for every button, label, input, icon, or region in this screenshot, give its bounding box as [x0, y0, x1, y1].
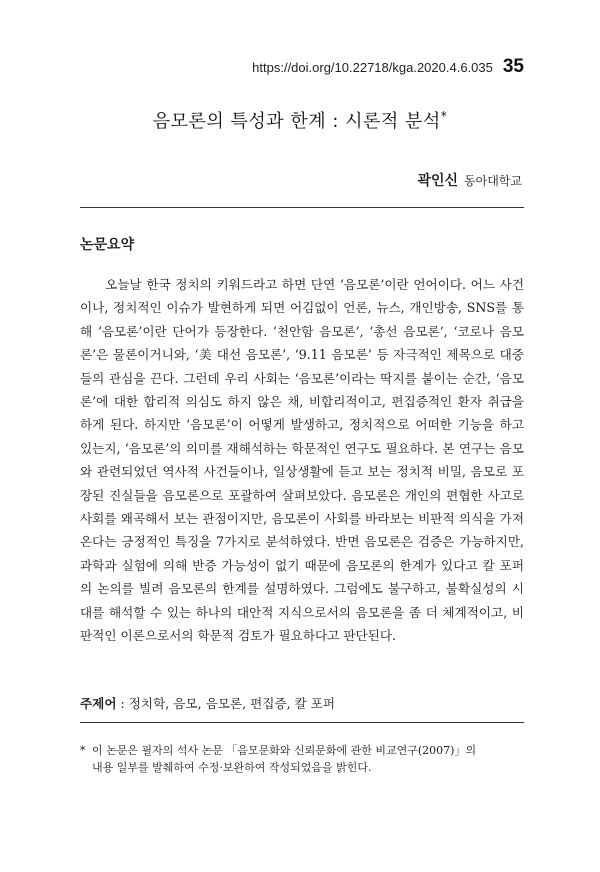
footnote-line-1: [80, 742, 528, 759]
page-number: 35: [502, 56, 524, 77]
doi-link[interactable]: https://doi.org/10.22718/kga.2020.4.6.035: [252, 60, 493, 75]
footnote-mark: *: [80, 744, 86, 757]
abstract-body: 오늘날 한국 정치의 키워드라고 하면 단연 ‘음모론’이란 언어이다. 어느 사건이나, 정치적인 이슈가 발현하게 되면 어김없이 언론, 뉴스, 개인방송, SNS를 통해 ‘음모론’이란 단어가 등장한다. ‘천안함 음모론’, ‘총선 음모론’, ‘코로나 음모론’은 물론이거니와, ‘美 대선 음모론’, ‘9.11 음모론’ 등 자극적인 제목으로 대중들의 관심을 끈다. 그런데 우리 사회는 ‘음모론’이라는 딱지를 붙이는 순간, ‘음모론’에 대한 합리적 의심도 하지 않은 채, 비합리적이고, 편집증적인 환자 취급을 하게 된다. 하지만 ‘음모론’이 어떻게 발생하고, 정치적으로 어떠한 기능을 하고 있는지, ‘음모론’의 의미를 재해석하는 학문적인 연구도 필요하다. 본 연구는 음모와 관련되었던 역사적 사건들이나, 일상생활에 듣고 보는 정치적 비밀, 음모로 포장된 진실들을 음모론으로 포괄하여 살펴보았다. 음모론은 개인의 편협한 사고로 사회를 왜곡해서 보는 관점이지만, 음모론이 사회를 바라보는 비판적 의식을 가져온다는 긍정적인 특징을 7가지로 분석하였다. 반면 음모론은 검증은 가능하지만, 과학과 실험에 의해 반증 가능성이 없기 때문에 음모론의 한계가 있다고 칼 포퍼의 논의를 빌려 음모론의 한계를 설명하였다. 그럼에도 불구하고, 불확실성의 시대를 해석할 수 있는 하나의 대안적 지식으로서의 음모론을 좀 더 체계적이고, 비판적인 이론으로서의 학문적 검토가 필요하다고 판단된다.: [80, 277, 524, 644]
top-divider: [80, 207, 524, 208]
footnote-divider: [80, 722, 524, 723]
paper-title-text: 음모론의 특성과 한계 : 시론적 분석: [152, 111, 441, 132]
footnote: [80, 742, 528, 776]
paper-title: [0, 107, 600, 133]
title-footnote-mark: *: [440, 109, 448, 123]
keywords-line: [80, 693, 335, 712]
keywords-label: 주제어: [80, 696, 117, 711]
author-name: 곽인신: [417, 173, 459, 189]
abstract-heading: 논문요약: [80, 237, 135, 253]
footnote-text-1: 이 논문은 필자의 석사 논문 「음모문화와 신뢰문화에 관한 비교연구(2007)」의: [92, 744, 477, 757]
footnote-line-2: 내용 일부를 발췌하여 수정·보완하여 작성되었음을 밝힌다.: [92, 761, 372, 774]
keywords-separator: :: [116, 696, 129, 711]
author-affiliation: 동아대학교: [464, 174, 522, 188]
page-header: [252, 56, 524, 78]
author-line: [417, 170, 522, 190]
keywords-terms: 정치학, 음모, 음모론, 편집증, 칼 포퍼: [128, 696, 336, 711]
